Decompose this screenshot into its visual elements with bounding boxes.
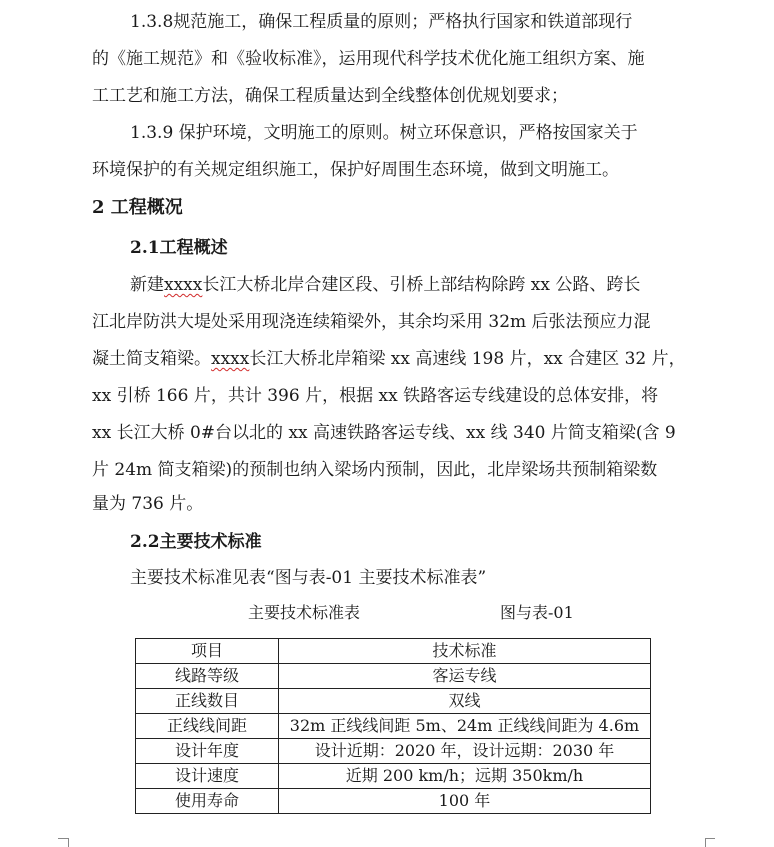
table-cell-item: 线路等级 [136, 664, 279, 689]
table-header-cell: 项目 [136, 639, 279, 664]
para-1-3-9-line1: 1.3.9 保护环境，文明施工的原则。树立环保意识，严格按国家关于 [130, 123, 638, 143]
table-cell-standard: 32m 正线线间距 5m、24m 正线线间距为 4.6m [279, 714, 651, 739]
table-row [136, 739, 651, 764]
table-row [136, 789, 651, 814]
table-row [136, 689, 651, 714]
tech-standards-table [135, 638, 651, 814]
section-heading-2-1: 2.1工程概述 [130, 238, 228, 258]
para-1-3-8-line1: 1.3.8规范施工，确保工程质量的原则；严格执行国家和铁道部现行 [130, 12, 633, 32]
table-cell-standard: 客运专线 [279, 664, 651, 689]
table-caption-title: 主要技术标准表 [248, 603, 361, 622]
para-1-3-9-line2: 环境保护的有关规定组织施工，保护好周围生态环境，做到文明施工。 [92, 160, 619, 180]
overview-line6: 片 24m 简支箱梁)的预制也纳入梁场内预制，因此，北岸梁场共预制箱梁数 [92, 460, 658, 480]
table-header-cell: 技术标准 [279, 639, 651, 664]
page-margin-corner-mark [68, 838, 69, 847]
table-cell-item: 使用寿命 [136, 789, 279, 814]
page-margin-corner-mark [705, 838, 706, 847]
overview-line1-post: 长江大桥北岸合建区段、引桥上部结构除跨 xx 公路、跨长 [202, 275, 641, 295]
table-cell-item: 正线数目 [136, 689, 279, 714]
table-cell-standard: 近期 200 km/h；远期 350km/h [279, 764, 651, 789]
table-cell-standard: 双线 [279, 689, 651, 714]
section-heading-2: 2 工程概况 [92, 197, 183, 218]
table-cell-item: 设计速度 [136, 764, 279, 789]
spellcheck-marked-word: xxxx [164, 275, 203, 295]
overview-line1 [130, 273, 640, 297]
overview-line1-pre: 新建 [130, 275, 164, 295]
table-row [136, 764, 651, 789]
table-cell-standard: 设计近期：2020 年，设计远期：2030 年 [279, 739, 651, 764]
para-1-3-8-line2: 的《施工规范》和《验收标准》，运用现代科学技术优化施工组织方案、施 [92, 49, 645, 69]
para-1-3-8-line3: 工工艺和施工方法，确保工程质量达到全线整体创优规划要求； [92, 86, 568, 106]
overview-line3 [92, 347, 686, 371]
table-row [136, 664, 651, 689]
overview-line3-post: 长江大桥北岸箱梁 xx 高速线 198 片，xx 合建区 32 片， [249, 349, 686, 369]
table-intro-line: 主要技术标准见表“图与表-01 主要技术标准表” [130, 568, 487, 588]
table-caption-number: 图与表-01 [500, 603, 574, 622]
overview-line5: xx 长江大桥 0#台以北的 xx 高速铁路客运专线、xx 线 340 片简支箱梁(含 9 [92, 423, 676, 443]
table-cell-item: 设计年度 [136, 739, 279, 764]
spellcheck-marked-word: xxxx [211, 349, 250, 369]
overview-line2: 江北岸防洪大堤处采用现浇连续箱梁外，其余均采用 32m 后张法预应力混 [92, 312, 651, 332]
page-margin-corner-mark [58, 838, 68, 847]
page-margin-corner-mark [705, 838, 715, 847]
table-cell-item: 正线线间距 [136, 714, 279, 739]
overview-line4: xx 引桥 166 片，共计 396 片，根据 xx 铁路客运专线建设的总体安排，将 [92, 386, 659, 406]
table-header-row [136, 639, 651, 664]
table-cell-standard: 100 年 [279, 789, 651, 814]
overview-line3-pre: 凝土简支箱梁。 [92, 349, 211, 369]
table-row [136, 714, 651, 739]
section-heading-2-2: 2.2主要技术标准 [130, 532, 262, 552]
overview-line7: 量为 736 片。 [92, 494, 204, 514]
